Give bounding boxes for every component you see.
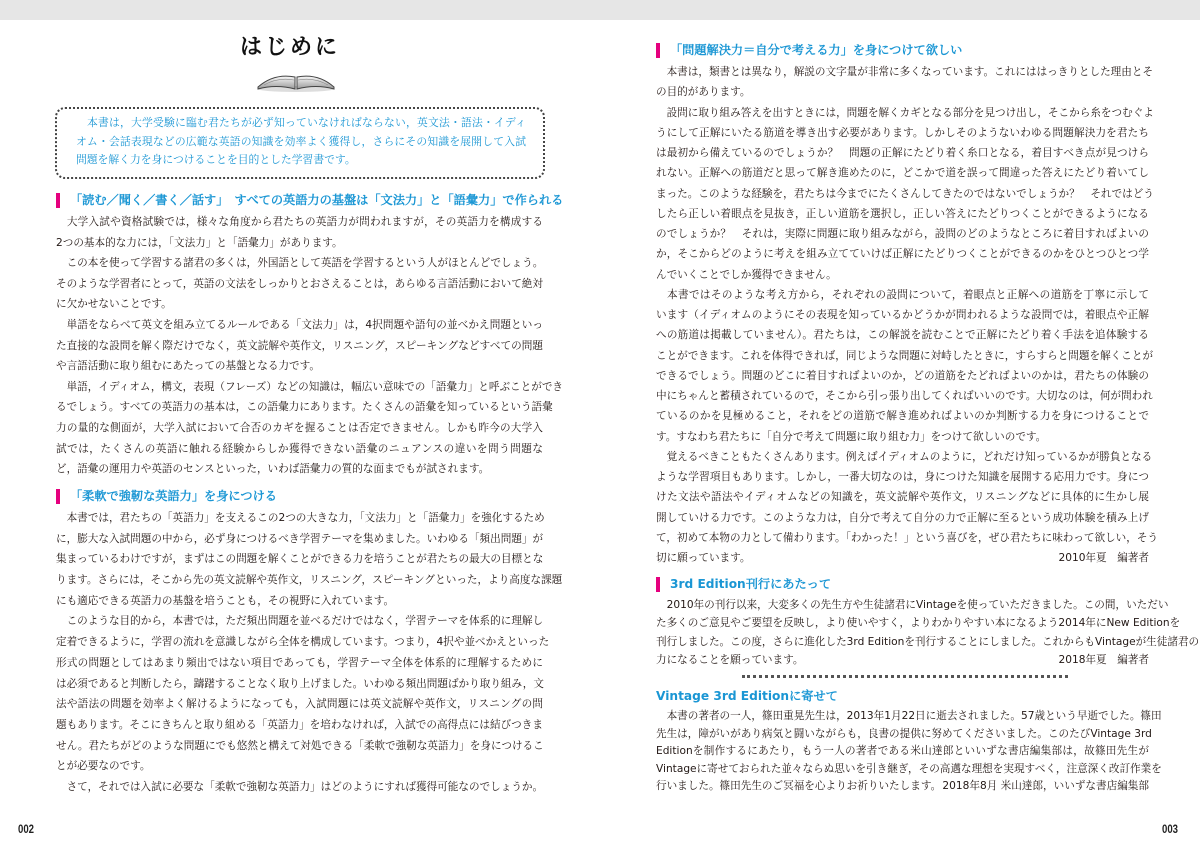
- line-text: ているのかを見極めること，それをどの道筋で解き進めればよいのか判断する力を身につけることで: [656, 410, 1149, 423]
- line-text: 覚えるべきこともたくさんあります。例えばイディオムのように，どれだけ知っているかが勝負となる: [656, 450, 1153, 463]
- line-text: 力の量的な側面が，大学入試において合否のカギを握ることは否定できません。しかも昨今の大学入: [56, 421, 543, 434]
- text-line: [656, 633, 1200, 651]
- tribute-heading: Vintage 3rd Editionに寄せて: [656, 689, 838, 703]
- line-text: Vintageに寄せておられた並々ならぬ思いを引き継ぎ，その高邁な理想を実現すべく，注意深く改訂作業を: [656, 762, 1162, 775]
- text-line: [56, 756, 543, 777]
- line-text: 先生は，障がいがあり病気と闘いながらも，良書の提供に努めてくださいました。このたびVintage 3rd: [656, 727, 1152, 740]
- text-line: [656, 596, 1169, 614]
- line-text: まった。このような経験を，君たちは今までにたくさんしてきたのではないでしょうか？ それではどう: [656, 187, 1154, 200]
- page-title: はじめに: [239, 35, 340, 60]
- line-text: せん。君たちがどのような問題にでも悠然と構えて対処できる「柔軟で強靭な英語力」を身につけるこ: [56, 739, 544, 752]
- line-text: この本を使って学習する諸君の多くは，外国語として英語を学習するという人がほとんどでしょう。: [56, 257, 544, 270]
- text-line: [56, 336, 543, 357]
- text-line: [656, 285, 1149, 305]
- line-text: た多くのご意見やご要望を反映し，より使いやすく，よりわかりやすい本になるよう2014年にNew Editionを: [656, 617, 1181, 630]
- text-line: [56, 377, 564, 398]
- text-line: [56, 611, 543, 632]
- left-section-1: [56, 190, 564, 480]
- line-text: は必須であると判断したら，躊躇することなく取り上げました。いわゆる頻出問題ばかり取り組み，文: [56, 677, 544, 690]
- text-line: [656, 548, 1149, 568]
- line-text: そのような学習者にとって，英語の文法をしっかりとおさえることは，あらゆる言語活動において絶対: [56, 277, 543, 290]
- line-text: とが必要なのです。: [56, 760, 151, 773]
- line-text: て，初めて本物の力として備わります。「わかった！」という喜びを，ぜひ君たちに味わって欲しい，そう: [656, 531, 1159, 544]
- dotted-separator: [742, 675, 1068, 678]
- line-text: このような目的から，本書では，ただ頻出問題を並べるだけではなく，学習テーマを体系的に理解し: [56, 615, 544, 628]
- text-line: [656, 651, 1149, 669]
- line-text: 集まっているわけですが，まずはこの問題を解くことができる力を培うことが君たちの最大の目標とな: [56, 553, 544, 566]
- text-line: [56, 570, 563, 591]
- text-line: [656, 143, 1149, 163]
- line-text: Editionを制作するにあたり，もう一人の著者である米山達郎といいずな書店編集部は，故篠田先生が: [656, 745, 1149, 757]
- line-text: できるでしょう。問題のどこに着目すればよいのか，どの道筋をたどればよいのかは，君たちの体験の: [656, 369, 1149, 382]
- closing-line: さて，それでは入試に必要な「柔軟で強靭な英語力」はどのようにすれば獲得可能なのでしょうか。: [56, 781, 544, 793]
- text-line: [656, 708, 1162, 726]
- line-text: 2つの基本的な力には，「文法力」と「語彙力」があります。: [56, 236, 343, 249]
- text-line: [56, 315, 543, 336]
- line-text: に，膨大な入試問題の中から，必ず身につけるべき学習テーマを集めました。いわゆる「頻出問題」が: [56, 532, 544, 545]
- line-text: 本書ではそのような考え方から，それぞれの設問について，着眼点と正解への道筋を丁寧に示して: [656, 288, 1149, 301]
- section-heading: 「読む／聞く／書く／話す」 すべての英語力の基盤は「文法力」と「語彙力」で作られる: [56, 190, 543, 212]
- text-line: [56, 632, 550, 653]
- line-text: す。すなわち君たちに「自分で考えて問題に取り組む力」をつけて欲しいのです。: [656, 430, 1047, 443]
- text-line: [56, 736, 543, 757]
- intro-line: 本書は，大学受験に臨む君たちが必ず知っていなければならない，英文法・語法・イディ: [76, 116, 526, 129]
- text-line: [656, 123, 1149, 143]
- line-text: 2010年の刊行以来，大変多くの先生方や生徒諸君にVintageを使っていただきました。この間，いただい: [656, 599, 1169, 611]
- text-line: [56, 294, 543, 315]
- text-line: [656, 163, 1149, 183]
- line-text: 単語をならべて英文を組み立てるルールである「文法力」は，4択問題や語句の並べかえ問題といっ: [56, 318, 543, 331]
- signature: 2010年夏 編著者: [1058, 552, 1149, 564]
- text-line: [656, 82, 1149, 102]
- text-line: [656, 366, 1149, 386]
- line-text: や言語活動に取り組むにあたっての基盤となる力です。: [56, 360, 320, 373]
- text-line: [56, 233, 543, 254]
- right-section-1: [656, 40, 1159, 568]
- page-number-right: 003: [1162, 822, 1179, 836]
- line-text: 題もあります。そこにきちんと取り組める「英語力」を培わなければ，入試での高得点には結びつきま: [56, 718, 543, 731]
- text-line: [56, 591, 543, 612]
- line-text: 行いました。篠田先生のご冥福を心よりお祈りいたします。: [656, 780, 942, 792]
- text-line: [656, 406, 1149, 426]
- text-line: [656, 726, 1152, 744]
- text-line: [656, 447, 1153, 467]
- text-line: [656, 325, 1149, 345]
- section-heading: 3rd Edition刊行にあたって: [656, 574, 1149, 596]
- line-text: うにして正解にいたる筋道を導き出す必要があります。しかしそのようないわゆる問題解決力を君たち: [656, 126, 1149, 139]
- line-text: 形式の問題としてはあまり頻出ではない項目であっても，学習テーマ全体を体系的に理解するために: [56, 656, 543, 669]
- text-line: [56, 653, 543, 674]
- text-line: [56, 694, 543, 715]
- section-heading: 「問題解決力＝自分で考える力」を身につけて欲しい: [656, 40, 1149, 62]
- text-line: [656, 224, 1149, 244]
- text-line: [56, 529, 543, 550]
- text-line: [56, 356, 543, 377]
- line-text: るでしょう。すべての英語力の基本は，この語彙力にあります。たくさんの語彙を知っているという語彙: [56, 401, 553, 414]
- text-line: [56, 212, 543, 233]
- text-line: [656, 614, 1181, 632]
- text-line: [56, 549, 543, 570]
- line-text: 本書の著者の一人，篠田重晃先生は，2013年1月22日に逝去されました。57歳という早逝でした。篠田: [656, 710, 1162, 722]
- open-book-icon: [254, 63, 338, 93]
- line-text: ことができます。これを体得できれば，同じような問題に対峙したときに，すらすらと問題を解くことが: [656, 349, 1154, 362]
- line-text: か，そこからどのように考えを組み立てていけば正解にたどりつくことができるのかをひとつひとつ学: [656, 248, 1149, 261]
- text-line: [656, 204, 1149, 224]
- text-line: [656, 427, 1149, 447]
- line-text: 刊行しました。この度，さらに進化した3rd Editionを刊行することにしました。これからもVintageが生徒諸君の: [656, 635, 1200, 648]
- line-text: 開していける力です。このような力は，自分で考えて自分の力で正解に至るという成功体験を積み上げ: [656, 511, 1149, 524]
- text-line: [656, 184, 1154, 204]
- text-line: [656, 487, 1149, 507]
- text-line: [656, 743, 1149, 761]
- line-text: います（イディオムのようにその表現を知っているかどうかが問われるような設問では，着眼点や正解: [656, 309, 1149, 321]
- line-text: ような学習項目もあります。しかし，一番大切なのは，身につけた知識を展開する応用力です。身につ: [656, 471, 1149, 483]
- text-line: [656, 244, 1149, 264]
- line-text: ります。さらには，そこから先の英文読解や英作文，リスニング，スピーキングといった，より高度な課題: [56, 574, 563, 587]
- section-heading: 「柔軟で強靭な英語力」を身につける: [56, 486, 543, 508]
- text-line: [56, 508, 543, 529]
- line-text: た直接的な設問を解く際だけでなく，英文読解や英作文，リスニング，スピーキングなどすべての問題: [56, 339, 543, 352]
- text-line: [656, 528, 1159, 548]
- page-number-left: 002: [18, 822, 35, 836]
- text-line: [56, 439, 543, 460]
- text-line: [56, 397, 553, 418]
- line-text: れない。正解への筋道だと思って解き進めたのに，どこかで道を誤って間違った答えにたどり着いてし: [656, 167, 1149, 180]
- tribute-section: [656, 686, 1162, 796]
- line-text: は最初から備えているのでしょうか？ 問題の正解にたどり着く糸口となる，着目すべき点が見つけら: [656, 147, 1149, 159]
- text-line: [656, 761, 1162, 779]
- text-line: [656, 778, 1149, 796]
- line-text: のでしょうか？ それは，実際に問題に取り組みながら，設問のどのようなところに着目すればよいの: [656, 228, 1149, 240]
- line-text: したら正しい着眼点を見抜き，正しい道筋を選択し，正しい答えにたどりつくことができるようになる: [656, 207, 1149, 220]
- signature: 2018年8月 米山達郎，いいずな書店編集部: [942, 780, 1149, 792]
- text-line: [56, 715, 543, 736]
- text-line: [56, 253, 543, 274]
- line-text: に欠かせないことです。: [56, 298, 172, 311]
- line-text: の目的があります。: [656, 86, 751, 99]
- line-text: 試では，たくさんの英語に触れる経験からしか獲得できない語彙のニュアンスの違いを問う問題な: [56, 442, 543, 455]
- line-text: 定着できるように，学習の流れを意識しながら全体を構成しています。つまり，4択や並べかえといった: [56, 636, 550, 649]
- line-text: 法や語法の問題を効率よく解けるようになっても，入試問題には英文読解や英作文，リスニングの問: [56, 698, 543, 711]
- left-section-2: [56, 486, 563, 777]
- line-text: 切に願っています。: [656, 552, 751, 564]
- line-text: けた文法や語法やイディオムなどの知識を，英文読解や英作文，リスニングなどに具体的に生かし展: [656, 491, 1149, 504]
- text-line: [56, 274, 543, 295]
- right-section-2: [656, 574, 1200, 670]
- text-line: [656, 386, 1153, 406]
- text-line: [656, 103, 1154, 123]
- line-text: ど，語彙の運用力や英語のセンスといった，いわば語彙力の質的な面までもが試されます。: [56, 463, 490, 476]
- text-line: [656, 265, 1149, 285]
- text-line: [656, 305, 1149, 325]
- intro-text: [76, 114, 526, 170]
- line-text: への筋道は掲載していません）。君たちは，この解説を読むことで正解にたどり着く手法を追体験する: [656, 329, 1149, 342]
- line-text: 本書は，類書とは異なり，解説の文字量が非常に多くなっています。これにははっきりとした理由とそ: [656, 66, 1154, 78]
- line-text: 中にちゃんと蓄積されているので，そこから引っ張り出してくればいいのです。大切なのは，何が問われ: [656, 390, 1153, 402]
- line-text: 設問に取り組み答えを出すときには，問題を解くカギとなる部分を見つけ出し，そこから糸をつむぐよ: [656, 106, 1154, 119]
- top-margin-band: [0, 0, 1200, 20]
- line-text: 単語，イディオム，構文，表現（フレーズ）などの知識は，幅広い意味での「語彙力」と呼ぶことができ: [56, 380, 564, 393]
- line-text: にも適応できる英語力の基盤を培うことも，その視野に入れています。: [56, 594, 395, 607]
- text-line: [656, 62, 1154, 82]
- text-line: [56, 418, 543, 439]
- text-line: [656, 508, 1149, 528]
- text-line: [656, 467, 1149, 487]
- signature: 2018年夏 編著者: [1058, 654, 1149, 667]
- line-text: 力になることを願っています。: [656, 654, 804, 667]
- line-text: んでいくことでしか獲得できません。: [656, 268, 837, 281]
- line-text: 大学入試や資格試験では，様々な角度から君たちの英語力が問われますが，その英語力を構成する: [56, 216, 543, 228]
- intro-line: 問題を解く力を身につけることを目的とした学習書です。: [76, 153, 356, 166]
- text-line: [56, 674, 543, 695]
- text-line: [656, 346, 1154, 366]
- line-text: 本書では，君たちの「英語力」を支えるこの2つの大きな力，「文法力」と「語彙力」を強化するため: [56, 512, 545, 524]
- intro-line: オム・会話表現などの広範な英語の知識を効率よく獲得し，さらにその知識を展開して入試: [76, 134, 526, 148]
- text-line: [56, 459, 543, 480]
